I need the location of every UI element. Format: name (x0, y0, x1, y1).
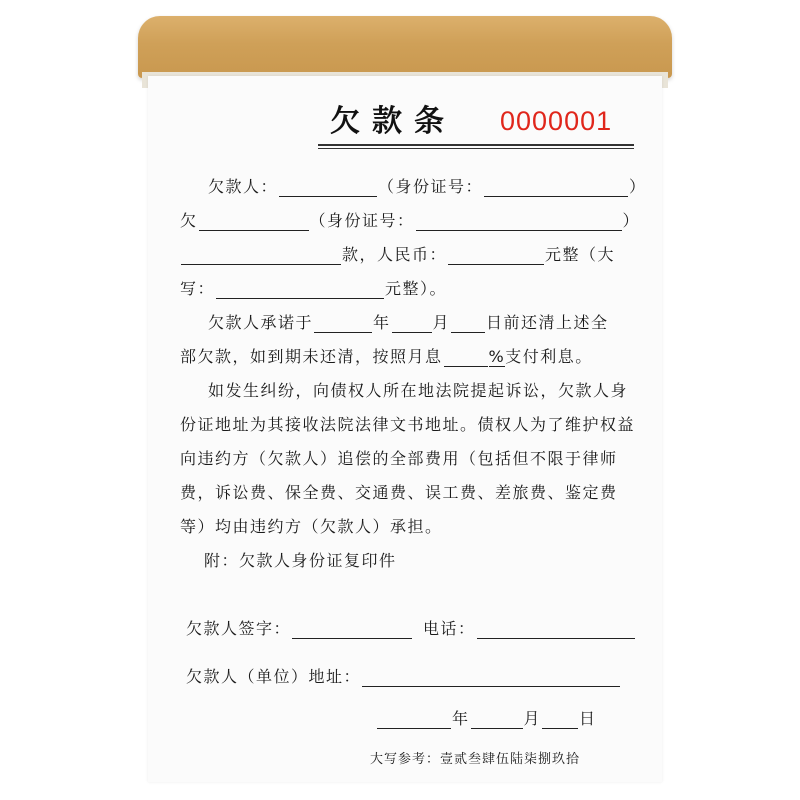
serial-number: 0000001 (500, 106, 613, 136)
amount-words-line (180, 276, 447, 299)
date-line (376, 706, 597, 729)
debtor-id-blank[interactable] (484, 180, 628, 197)
debtor-name-blank[interactable] (279, 180, 377, 197)
words-label: 写： (180, 279, 216, 298)
phone-label: 电话： (423, 619, 476, 638)
yuan-label: 元整（大 (545, 245, 616, 264)
promise-label: 欠款人承诺于 (208, 313, 314, 332)
sign-month-label: 月 (523, 709, 542, 728)
address-line (186, 664, 621, 687)
sign-day-blank[interactable] (542, 712, 578, 729)
receipt-pad (148, 22, 662, 782)
yuan-close-label: 元整）。 (385, 279, 448, 298)
month-blank[interactable] (392, 316, 432, 333)
numeral-reference: 大写参考：壹贰叁肆伍陆柒捌玖拾 (370, 752, 581, 767)
dispute-line-2: 份证地址为其接收法院法律文书地址。债权人为了维护权益 (180, 415, 636, 434)
percent-sign: % (488, 347, 506, 366)
year-blank[interactable] (314, 316, 372, 333)
address-blank[interactable] (362, 670, 620, 687)
promise-line (208, 310, 609, 333)
dispute-line-1: 如发生纠纷，向债权人所在地法院提起诉讼，欠款人身 (208, 381, 629, 400)
amount-blank[interactable] (448, 248, 544, 265)
amount-words-blank[interactable] (216, 282, 384, 299)
creditor-id-blank[interactable] (416, 214, 622, 231)
signature-blank[interactable] (292, 622, 412, 639)
rmb-label: 款，人民币： (342, 245, 448, 264)
sign-year-blank[interactable] (377, 712, 451, 729)
day-label: 日前还清上述全 (486, 313, 609, 332)
interest-label: 部欠款，如到期未还清，按照月息 (180, 347, 443, 366)
debtor-label: 欠款人： (208, 177, 279, 196)
signature-label: 欠款人签字： (186, 619, 292, 638)
year-label: 年 (373, 313, 391, 332)
day-blank[interactable] (451, 316, 485, 333)
phone-blank[interactable] (477, 622, 635, 639)
address-label: 欠款人（单位）地址： (186, 667, 362, 686)
sign-month-blank[interactable] (471, 712, 523, 729)
dispute-line-4: 费，诉讼费、保全费、交通费、误工费、差旅费、鉴定费 (180, 483, 618, 502)
sign-year-label: 年 (452, 709, 470, 728)
sign-day-label: 日 (579, 709, 597, 728)
attachment-note: 附：欠款人身份证复印件 (204, 551, 397, 570)
amount-line (180, 242, 615, 265)
month-label: 月 (432, 313, 451, 332)
pad-binding (138, 16, 672, 78)
document-title: 欠款条 (330, 104, 456, 139)
signature-line (186, 616, 636, 639)
dispute-line-3: 向违约方（欠款人）追偿的全部费用（包括但不限于律师 (180, 449, 618, 468)
close-paren: ） (622, 211, 641, 230)
id-number-label: （身份证号： (378, 177, 484, 196)
interest-tail-label: 支付利息。 (505, 347, 593, 366)
item-blank[interactable] (181, 248, 341, 265)
title-underline (318, 144, 634, 149)
creditor-line (180, 208, 640, 231)
creditor-name-blank[interactable] (199, 214, 309, 231)
interest-rate-blank[interactable] (444, 350, 488, 367)
close-paren: ） (629, 177, 647, 196)
debtor-line (208, 174, 647, 197)
dispute-line-5: 等）均由违约方（欠款人）承担。 (180, 517, 443, 536)
owe-label: 欠 (180, 211, 198, 230)
interest-line (180, 344, 593, 367)
creditor-id-label: （身份证号： (309, 211, 415, 230)
